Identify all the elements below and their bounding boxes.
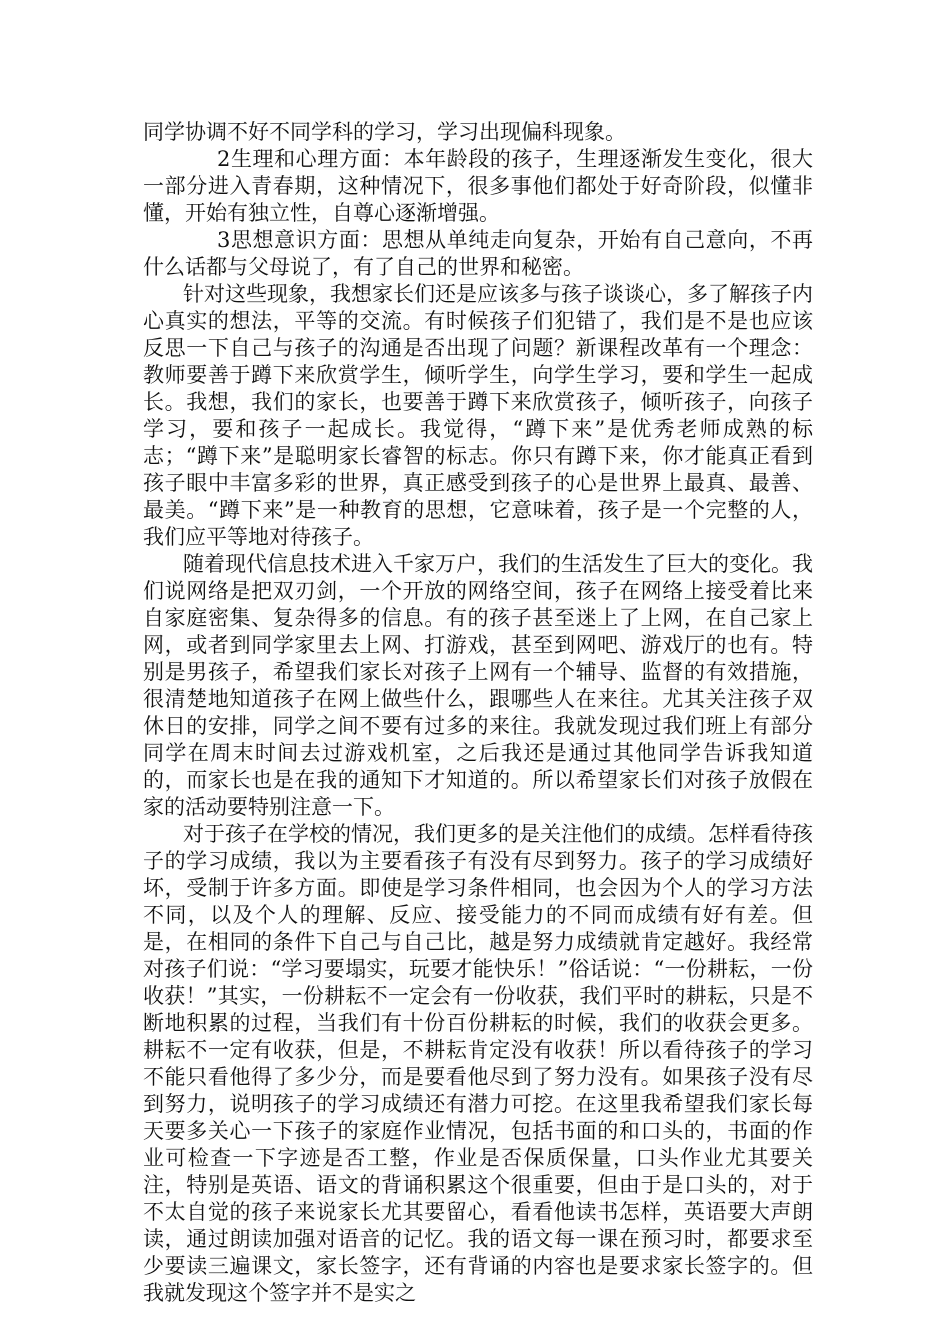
document-body: [143, 119, 813, 1307]
paragraph-ideology: 3思想意识方面：思想从单纯走向复杂，开始有自己意向，不再什么话都与父母说了，有了自己的世界和秘密。: [143, 228, 813, 279]
paragraph-continuation: 同学协调不好不同学科的学习，学习出现偏科现象。: [143, 120, 626, 144]
paragraph-physiology: 2生理和心理方面：本年龄段的孩子，生理逐渐发生变化，很大一部分进入青春期，这种情况下，很多事他们都处于好奇阶段，似懂非懂，开始有独立性，自尊心逐渐增强。: [143, 147, 813, 225]
paragraph-communication: 针对这些现象，我想家长们还是应该多与孩子谈谈心，多了解孩子内心真实的想法，平等的交流。有时候孩子们犯错了，我们是不是也应该反思一下自己与孩子的沟通是否出现了问题？新课程改革有一个理念：教师要善于蹲下来欣赏学生，倾听学生，向学生学习，要和学生一起成长。我想，我们的家长，也要善于蹲下来欣赏孩子，倾听孩子，向孩子学习，要和孩子一起成长。我觉得，“蹲下来”是优秀老师成熟的标志；“蹲下来”是聪明家长睿智的标志。你只有蹲下来，你才能真正看到孩子眼中丰富多彩的世界，真正感受到孩子的心是世界上最真、最善、最美。“蹲下来”是一种教育的思想，它意味着，孩子是一个完整的人，我们应平等地对待孩子。: [143, 282, 813, 549]
paragraph-study-results: 对于孩子在学校的情况，我们更多的是关注他们的成绩。怎样看待孩子的学习成绩，我以为主要看孩子有没有尽到努力。孩子的学习成绩好坏，受制于许多方面。即使是学习条件相同，也会因为个人的学习方法不同，以及个人的理解、反应、接受能力的不同而成绩有好有差。但是，在相同的条件下自己与自己比，越是努力成绩就肯定越好。我经常对孩子们说：“学习要塌实，玩要才能快乐！”俗话说：“一份耕耘，一份收获！”其实，一份耕耘不一定会有一份收获，我们平时的耕耘，只是不断地积累的过程，当我们有十份百份耕耘的时候，我们的收获会更多。耕耘不一定有收获，但是，不耕耘肯定没有收获！所以看待孩子的学习不能只看他得了多少分，而是要看他尽到了努力没有。如果孩子没有尽到努力，说明孩子的学习成绩还有潜力可挖。在这里我希望我们家长每天要多关心一下孩子的家庭作业情况，包括书面的和口头的，书面的作业可检查一下字迹是否工整，作业是否保质保量，口头作业尤其要关注，特别是英语、语文的背诵积累这个很重要，但由于是口头的，对于不太自觉的孩子来说家长尤其要留心，看看他读书怎样，英语要大声朗读，通过朗读加强对语音的记忆。我的语文每一课在预习时，都要求至少要读三遍课文，家长签字，还有背诵的内容也是要求家长签字的。但我就发现这个签字并不是实之: [143, 822, 813, 1305]
paragraph-internet: 随着现代信息技术进入千家万户，我们的生活发生了巨大的变化。我们说网络是把双刃剑，一个开放的网络空间，孩子在网络上接受着比来自家庭密集、复杂得多的信息。有的孩子甚至迷上了上网，在自己家上网，或者到同学家里去上网、打游戏，甚至到网吧、游戏厅的也有。特别是男孩子，希望我们家长对孩子上网有一个辅导、监督的有效措施，很清楚地知道孩子在网上做些什么，跟哪些人在来往。尤其关注孩子双休日的安排，同学之间不要有过多的来往。我就发现过我们班上有部分同学在周末时间去过游戏机室，之后我还是通过其他同学告诉我知道的，而家长也是在我的通知下才知道的。所以希望家长们对孩子放假在家的活动要特别注意一下。: [143, 552, 813, 819]
